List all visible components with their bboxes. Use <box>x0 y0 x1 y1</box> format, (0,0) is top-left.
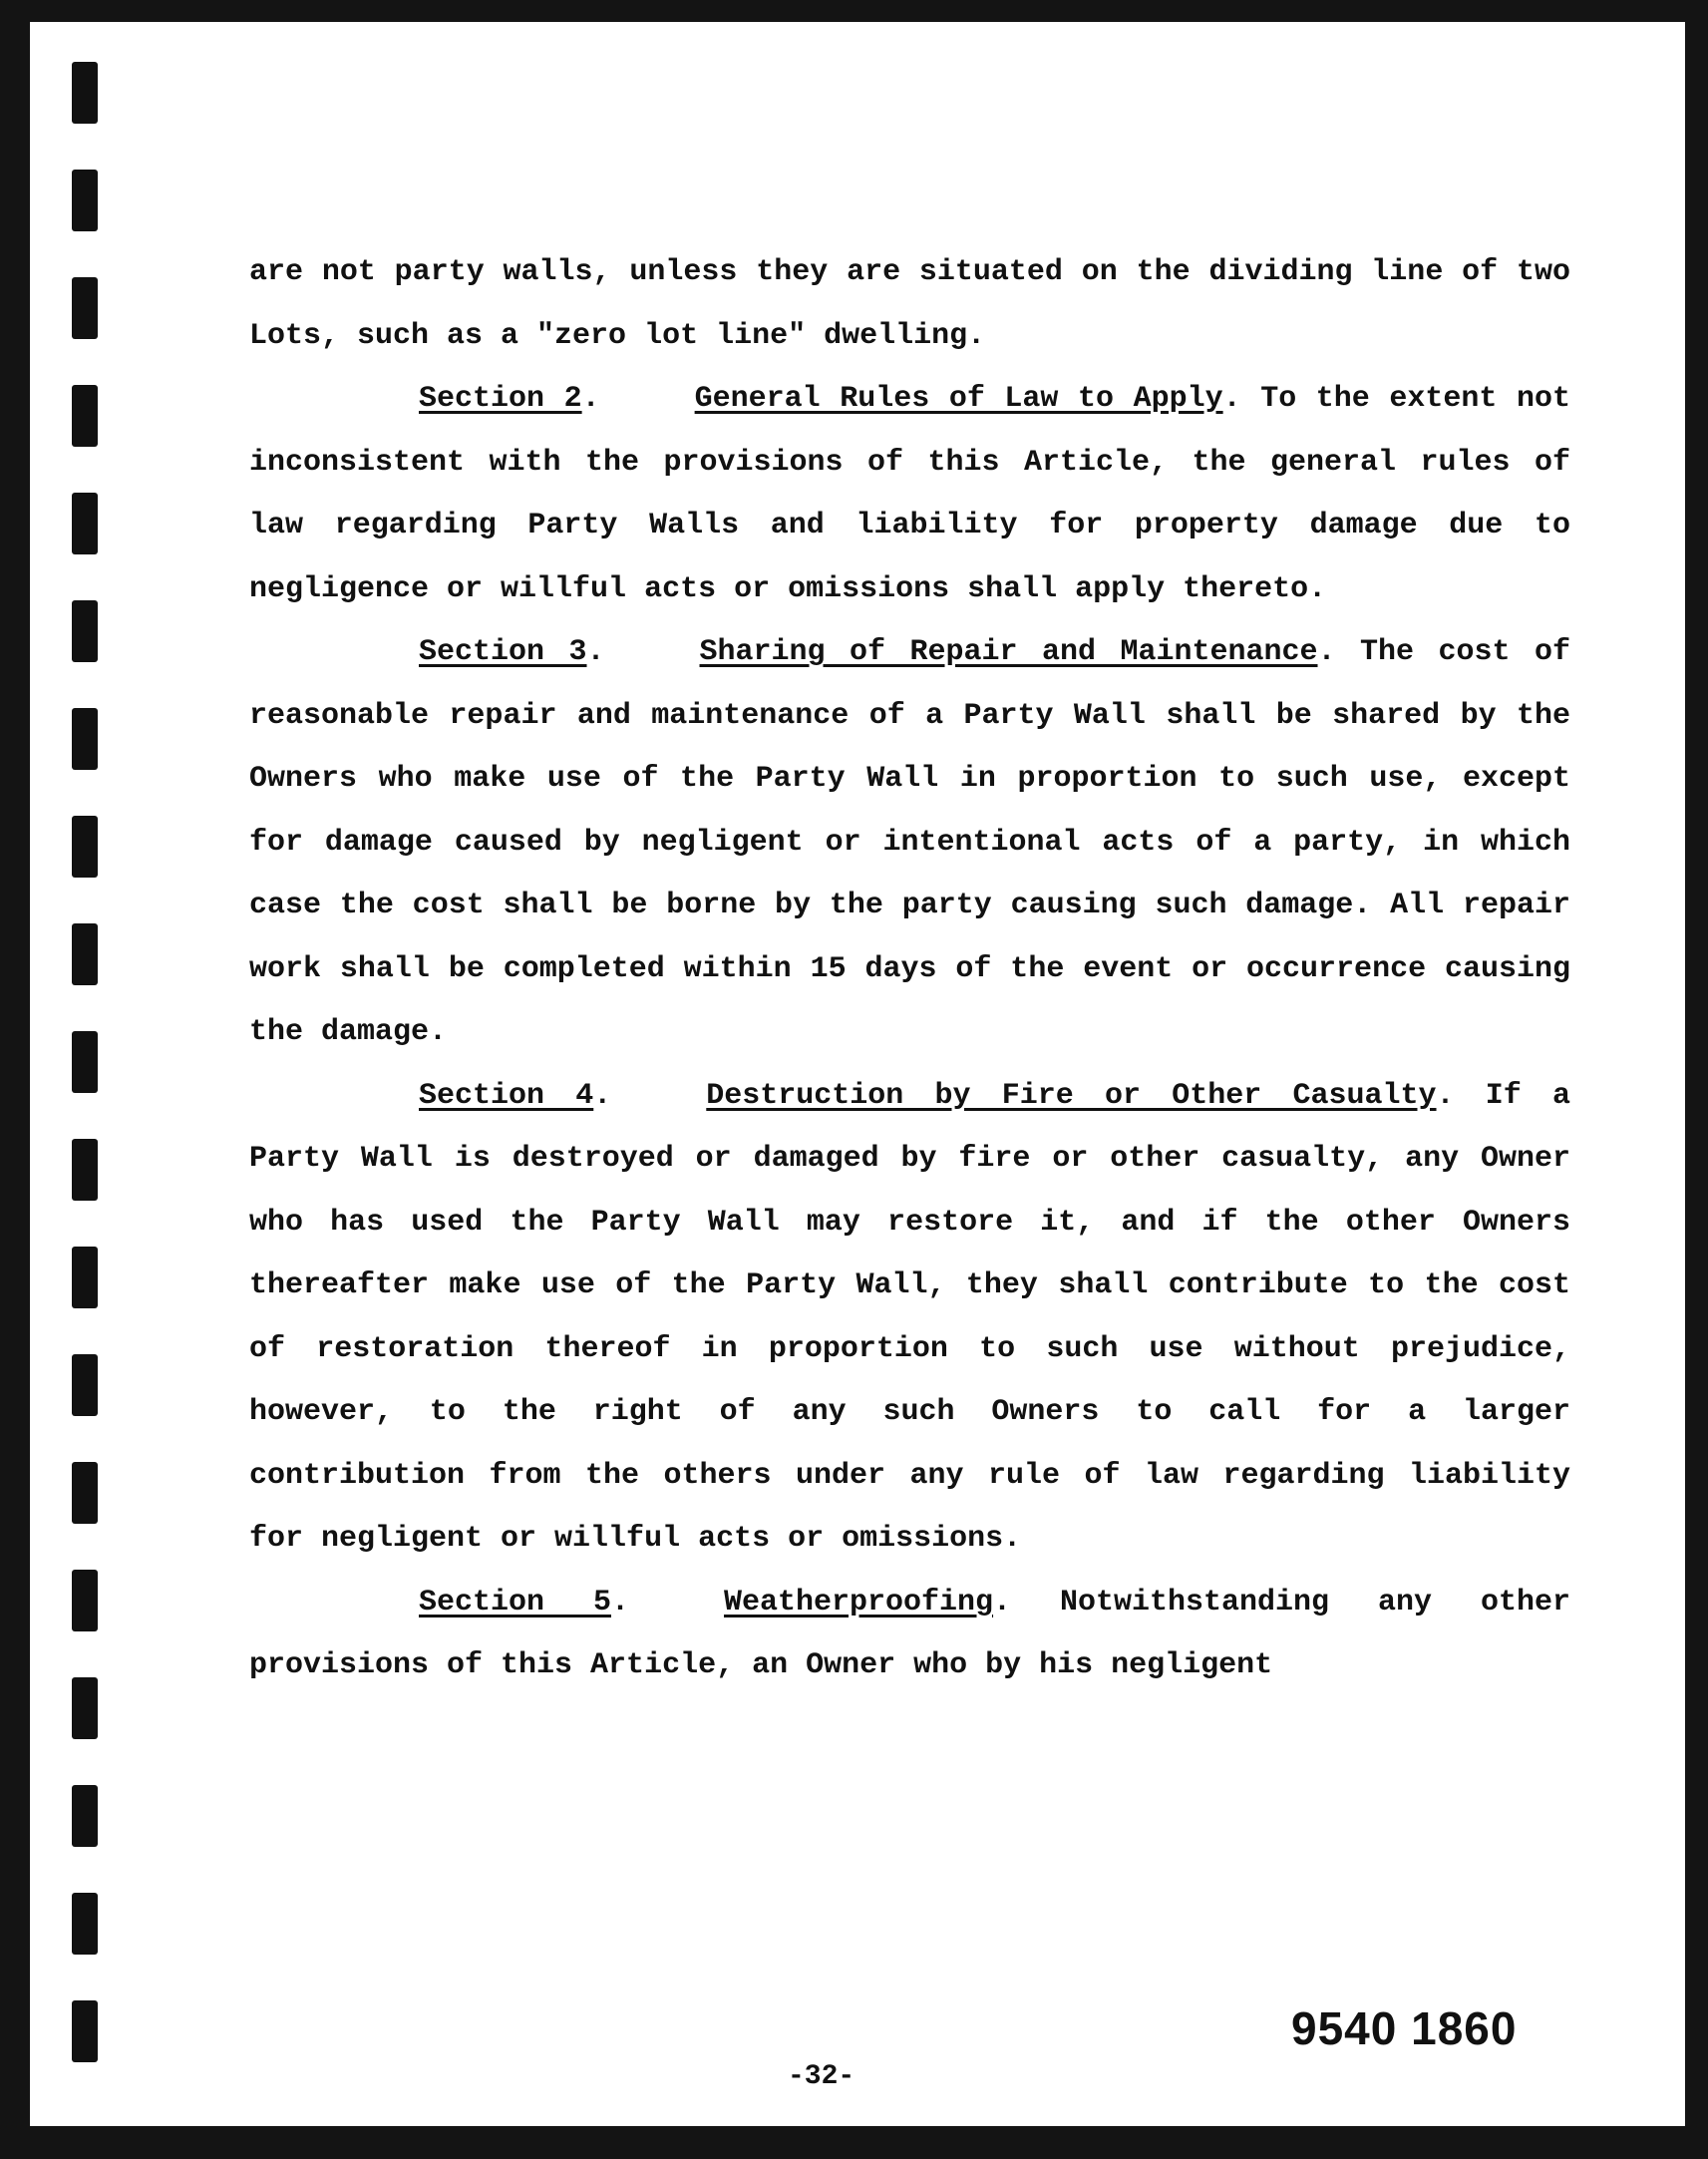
punch-hole <box>72 600 98 662</box>
punch-hole <box>72 493 98 554</box>
section-text: To the extent not inconsistent with the provisions of this Article, the general rules of law regarding Party Walls and liability for property damage due to negligence or willful acts or omissions shall apply thereto. <box>249 382 1570 606</box>
punch-hole <box>72 1139 98 1201</box>
punch-hole <box>72 2000 98 2062</box>
section-text: Notwithstanding any other provisions of this Article, an Owner who by his negligent <box>249 1585 1570 1682</box>
punch-hole <box>72 170 98 231</box>
punch-hole <box>72 277 98 339</box>
punch-hole <box>72 1677 98 1739</box>
section-heading: General Rules of Law to Apply <box>694 382 1223 416</box>
section-2: Section 2. General Rules of Law to Apply. To the extent not inconsistent with the provisions of this Article, the general rules of law regarding Party Walls and liability for property damage due to negligence or willful acts or omissions shall apply thereto. <box>249 382 1570 606</box>
section-heading: Weatherproofing <box>724 1585 994 1619</box>
punch-hole <box>72 816 98 878</box>
section-text: If a Party Wall is destroyed or damaged by fire or other casualty, any Owner who has used the Party Wall may restore it, and if the other Owners thereafter make use of the Party Wall, they shall contribute to the cost of restoration thereof in proportion to such use without prejudice, however, to the right of any such Owners to call for a larger contribution from the others under any rule of law regarding liability for negligent or willful acts or omissions. <box>249 1078 1571 1556</box>
punch-hole <box>72 1570 98 1631</box>
section-4: Section 4. Destruction by Fire or Other Casualty. If a Party Wall is destroyed or damaged by fire or other casualty, any Owner who has used the Party Wall may restore it, and if the other Owners thereafter make use of the Party Wall, they shall contribute to the cost of restoration thereof in proportion to such use without prejudice, however, to the right of any such Owners to call for a larger contribution from the others under any rule of law regarding liability for negligent or willful acts or omissions. <box>249 1078 1571 1556</box>
document-page <box>30 22 1685 2126</box>
punch-hole <box>72 1893 98 1955</box>
section-label: Section 4 <box>419 1078 594 1113</box>
section-heading: Destruction by Fire or Other Casualty <box>706 1078 1437 1113</box>
punch-hole <box>72 1462 98 1524</box>
punch-hole <box>72 1031 98 1093</box>
punch-hole <box>72 708 98 770</box>
punch-hole <box>72 923 98 985</box>
paragraph-text: are not party walls, unless they are situated on the dividing line of two Lots, such as a "zero lot line" dwelling. <box>249 255 1570 353</box>
punch-hole <box>72 385 98 447</box>
document-body <box>249 241 1570 1698</box>
section-label: Section 2 <box>419 382 582 416</box>
punch-hole <box>72 1354 98 1416</box>
punch-hole <box>72 62 98 124</box>
punch-hole <box>72 1247 98 1308</box>
section-label: Section 5 <box>419 1585 611 1619</box>
section-heading: Sharing of Repair and Maintenance <box>699 635 1318 669</box>
section-text: The cost of reasonable repair and maintenance of a Party Wall shall be shared by the Owners who make use of the Party Wall in proportion to such use, except for damage caused by negligent or intentional acts of a party, in which case the cost shall be borne by the party causing such damage. All repair work shall be completed within 15 days of the event or occurrence causing the damage. <box>249 635 1570 1049</box>
paragraph-continuation <box>249 241 1570 368</box>
document-number: 9540 1860 <box>1291 2002 1518 2054</box>
section-3: Section 3. Sharing of Repair and Maintenance. The cost of reasonable repair and maintenance of a Party Wall shall be shared by the Owners who make use of the Party Wall in proportion to such use, except for damage caused by negligent or intentional acts of a party, in which case the cost shall be borne by the party causing such damage. All repair work shall be completed within 15 days of the event or occurrence causing the damage. <box>249 635 1570 1049</box>
punch-hole <box>72 1785 98 1847</box>
section-5: Section 5. Weatherproofing. Notwithstanding any other provisions of this Article, an Owner who by his negligent <box>249 1585 1570 1682</box>
punch-hole-strip <box>72 62 102 2096</box>
section-label: Section 3 <box>419 635 587 669</box>
page-number: -32- <box>788 2061 855 2092</box>
